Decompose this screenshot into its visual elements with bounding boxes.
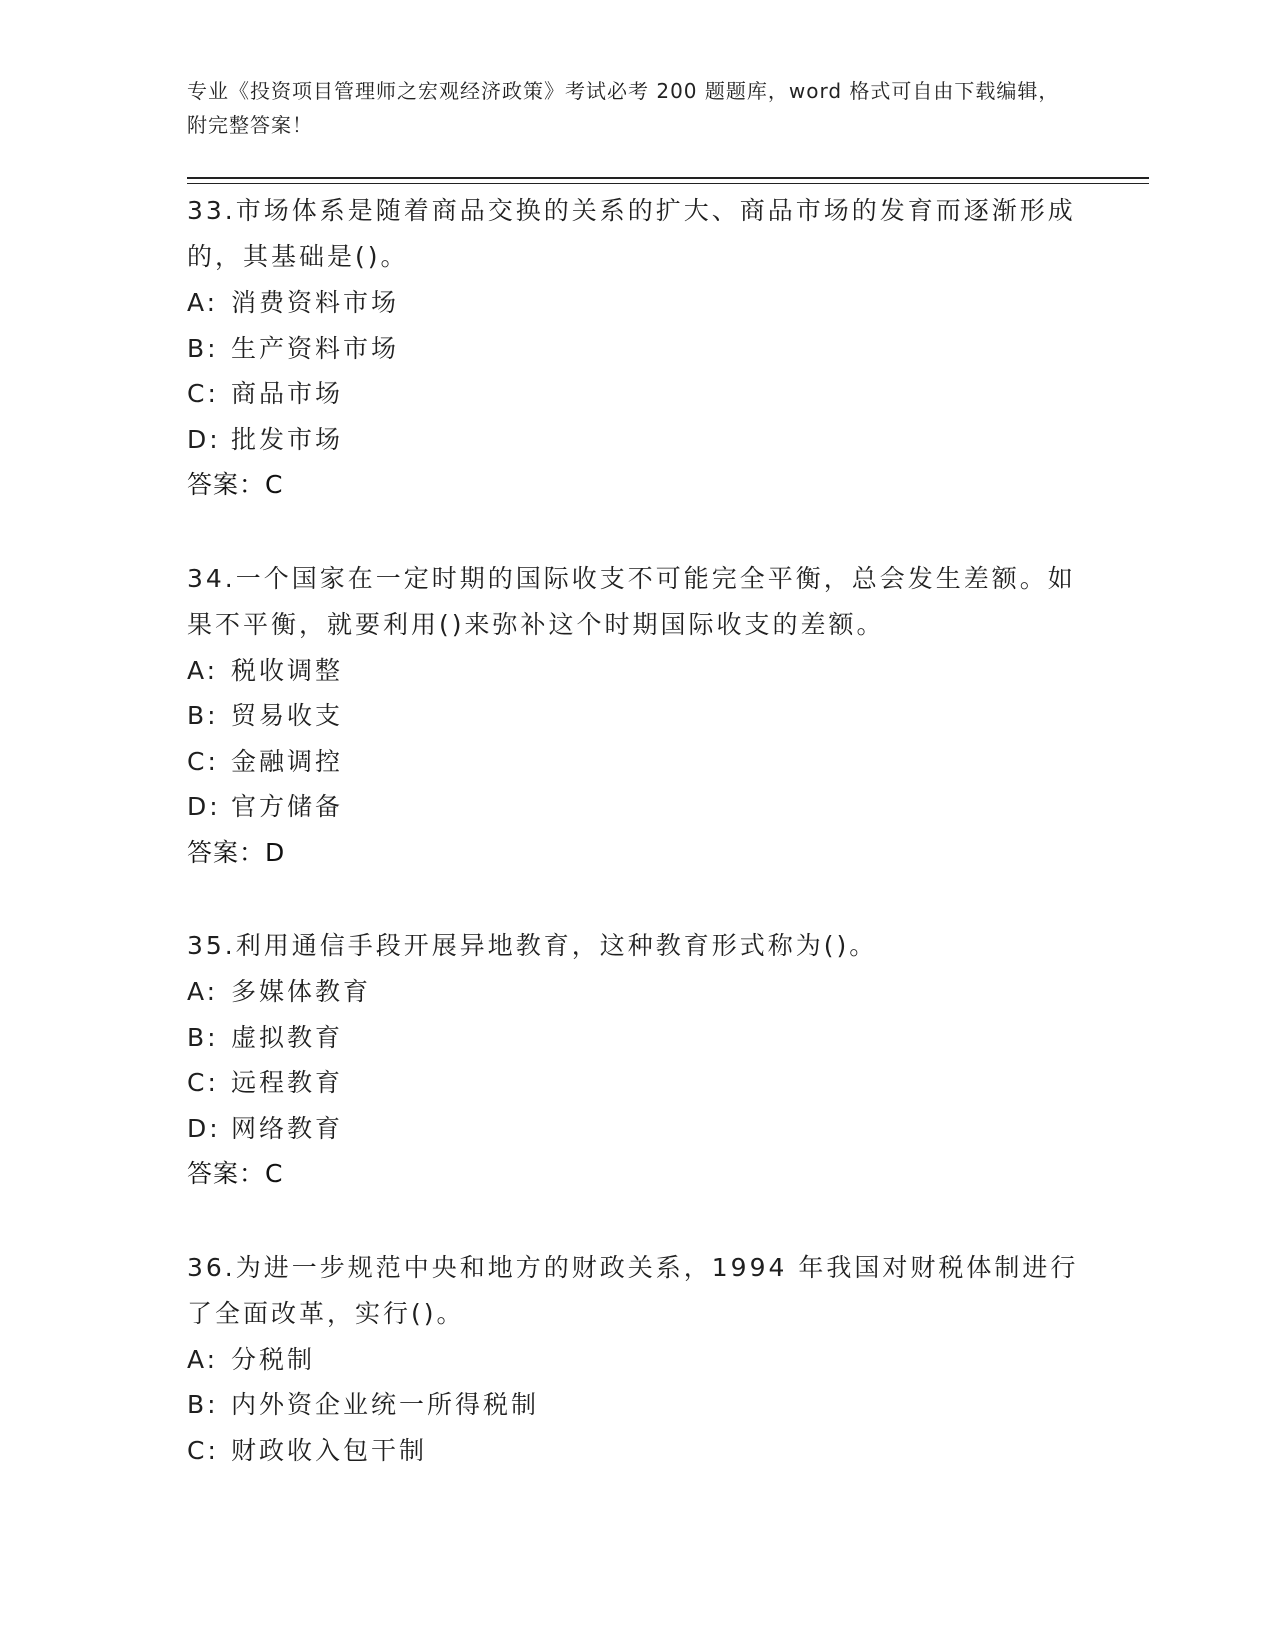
answer-line (187, 1151, 1087, 1197)
option-d (187, 417, 1087, 463)
question-list (187, 188, 1087, 1521)
option-key: A: (187, 655, 219, 685)
option-c (187, 1428, 1087, 1474)
option-text: 商品市场 (231, 379, 344, 408)
option-key: B: (187, 333, 219, 363)
option-text: 财政收入包干制 (231, 1435, 428, 1465)
option-key: C: (187, 1068, 219, 1097)
question-item (187, 188, 1087, 508)
option-a (187, 1337, 1087, 1383)
answer-line (187, 830, 1087, 876)
option-c (187, 1060, 1087, 1106)
question-stem: 一个国家在一定时期的国际收支不可能完全平衡，总会发生差额。如果不平衡，就要利用()来弥补这个时期国际收支的差额。 (187, 563, 1076, 639)
option-key: C: (187, 379, 219, 408)
option-c (187, 371, 1087, 417)
option-a (187, 969, 1087, 1015)
header-title: 专业《投资项目管理师之宏观经济政策》考试必考 200 题题库，word 格式可自由下载编辑，附完整答案！ (187, 79, 1060, 137)
option-a (187, 648, 1087, 694)
option-key: B: (187, 701, 219, 730)
option-key: B: (187, 1390, 219, 1419)
header-divider-thin (187, 183, 1149, 184)
question-text (187, 923, 1087, 969)
question-item (187, 923, 1087, 1197)
option-text: 生产资料市场 (231, 333, 400, 363)
option-text: 网络教育 (231, 1113, 344, 1143)
option-key: C: (187, 1435, 219, 1465)
option-key: A: (187, 288, 219, 317)
option-text: 分税制 (231, 1344, 316, 1374)
answer-label: 答案： (187, 470, 266, 499)
question-number: 34. (187, 563, 236, 593)
question-text (187, 556, 1087, 648)
option-text: 税收调整 (231, 655, 344, 685)
option-key: C: (187, 746, 219, 776)
option-text: 批发市场 (231, 424, 344, 454)
option-text: 虚拟教育 (231, 1022, 344, 1052)
question-stem: 为进一步规范中央和地方的财政关系，1994 年我国对财税体制进行了全面改革，实行()。 (187, 1252, 1079, 1328)
option-d (187, 784, 1087, 830)
question-item (187, 1245, 1087, 1474)
answer-value: C (265, 470, 284, 499)
header-divider-thick (187, 177, 1149, 179)
option-key: D: (187, 792, 221, 821)
answer-line (187, 462, 1087, 508)
option-text: 内外资企业统一所得税制 (231, 1390, 540, 1419)
question-item (187, 556, 1087, 876)
document-header (187, 74, 1067, 142)
option-key: B: (187, 1022, 219, 1052)
option-text: 远程教育 (231, 1068, 344, 1097)
answer-value: D (265, 837, 286, 867)
option-text: 贸易收支 (231, 701, 344, 730)
question-text (187, 1245, 1087, 1337)
answer-value: C (265, 1159, 284, 1188)
question-number: 36. (187, 1252, 236, 1282)
option-text: 多媒体教育 (231, 977, 372, 1006)
option-text: 消费资料市场 (231, 288, 400, 317)
option-b (187, 1382, 1087, 1428)
question-text (187, 188, 1087, 280)
question-stem: 市场体系是随着商品交换的关系的扩大、商品市场的发育而逐渐形成的，其基础是()。 (187, 196, 1076, 271)
option-b (187, 1015, 1087, 1061)
answer-label: 答案： (187, 837, 266, 867)
option-b (187, 693, 1087, 739)
question-number: 35. (187, 931, 236, 960)
option-key: A: (187, 977, 219, 1006)
option-text: 金融调控 (231, 746, 344, 776)
question-number: 33. (187, 196, 236, 225)
option-c (187, 739, 1087, 785)
option-text: 官方储备 (231, 792, 344, 821)
question-stem: 利用通信手段开展异地教育，这种教育形式称为()。 (235, 931, 878, 960)
answer-label: 答案： (187, 1159, 266, 1188)
option-key: A: (187, 1344, 219, 1374)
option-b (187, 326, 1087, 372)
option-key: D: (187, 424, 221, 454)
option-key: D: (187, 1113, 221, 1143)
option-a (187, 280, 1087, 326)
option-d (187, 1106, 1087, 1152)
